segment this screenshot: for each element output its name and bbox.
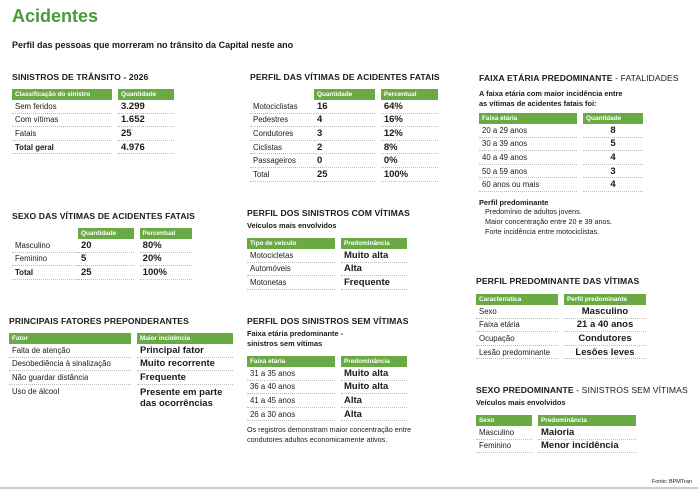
- row-quantity: 20: [78, 239, 134, 253]
- table-row-total: [250, 168, 438, 182]
- row-quantity: 4: [314, 114, 375, 128]
- perfil-vitimas-table: [476, 294, 646, 359]
- row-label: 31 a 35 anos: [247, 367, 335, 381]
- row-label: Motociclistas: [250, 100, 314, 114]
- table-row: [476, 346, 646, 360]
- row-percent: 0%: [381, 154, 438, 168]
- row-percent: 16%: [381, 114, 438, 128]
- row-value: Muito recorrente: [137, 358, 233, 372]
- table-row: [12, 114, 174, 128]
- row-quantity: 0: [314, 154, 375, 168]
- page-title: Acidentes: [12, 6, 99, 26]
- perfil-title: Perfil predominante: [479, 197, 549, 207]
- row-percent: 12%: [381, 127, 438, 141]
- row-value: Frequente: [137, 371, 233, 385]
- section-heading: PERFIL PREDOMINANTE DAS VÍTIMAS: [476, 276, 640, 286]
- section-note: Veículos mais envolvidos: [476, 398, 566, 407]
- row-quantity: 5: [78, 253, 134, 267]
- row-label: Com vítimas: [12, 114, 112, 128]
- table-row: [479, 165, 643, 179]
- section-note: A faixa etária com maior incidência entre as vítimas de acidentes fatais foi:: [479, 89, 623, 108]
- source-credit: Fonte: BPMTran: [651, 479, 692, 485]
- sexo-fatais-table: [12, 228, 192, 280]
- row-percent: 100%: [381, 168, 438, 182]
- row-value: Menor incidência: [538, 440, 636, 454]
- row-label: Ocupação: [476, 332, 558, 346]
- table-row: [250, 100, 438, 114]
- table-row: [12, 100, 174, 114]
- col-header: Quantidade: [314, 89, 375, 100]
- table-row: [479, 178, 643, 192]
- section-sexo-fatais: [12, 211, 195, 280]
- row-value: 4.976: [118, 141, 174, 155]
- row-value: Muito alta: [341, 249, 407, 263]
- col-header: Predominância: [341, 238, 407, 249]
- row-value: Principal fator: [137, 344, 233, 358]
- row-label: Motocicletas: [247, 249, 335, 263]
- perfil-lines: [479, 207, 679, 237]
- row-label: Pedestres: [250, 114, 314, 128]
- row-value: 4: [583, 151, 643, 165]
- row-percent: 64%: [381, 100, 438, 114]
- row-percent: 100%: [140, 266, 192, 280]
- section-heading: PERFIL DAS VÍTIMAS DE ACIDENTES FATAIS: [250, 72, 440, 82]
- table-row: [9, 385, 233, 409]
- row-value: Muito alta: [341, 381, 407, 395]
- perfil-line: Predomínio de adultos jovens.: [485, 206, 582, 216]
- row-value: Alta: [341, 408, 407, 422]
- row-label: Total geral: [12, 141, 112, 155]
- section-note: Faixa etária predominante - sinistros sem vítimas: [247, 329, 344, 348]
- row-label: Total: [12, 266, 78, 280]
- row-label: 60 anos ou mais: [479, 178, 577, 192]
- col-header: Tipo de veículo: [247, 238, 335, 249]
- row-label: 50 a 59 anos: [479, 165, 577, 179]
- section-perfil-com: [247, 208, 410, 290]
- row-label: 40 a 49 anos: [479, 151, 577, 165]
- perfil-sem-table: [247, 356, 407, 421]
- row-value: Alta: [341, 263, 407, 277]
- row-value: Maioria: [538, 426, 636, 440]
- row-value: Condutores: [564, 332, 646, 346]
- row-label: Sexo: [476, 305, 558, 319]
- section-heading: PERFIL DOS SINISTROS SEM VÍTIMAS: [247, 316, 409, 326]
- row-value: Presente em parte: [140, 386, 223, 398]
- row-value: Masculino: [564, 305, 646, 319]
- row-quantity: 25: [314, 168, 375, 182]
- section-sexo-sem: [476, 385, 688, 453]
- col-header: Percentual: [381, 89, 438, 100]
- row-percent: 80%: [140, 239, 192, 253]
- section-heading: SEXO DAS VÍTIMAS DE ACIDENTES FATAIS: [12, 211, 195, 221]
- table-row: [250, 141, 438, 155]
- table-row: [250, 154, 438, 168]
- col-header: Quantidade: [118, 89, 174, 100]
- table-row-total: [12, 141, 174, 155]
- table-row: [12, 239, 192, 253]
- table-row: [9, 344, 233, 358]
- table-row: [476, 426, 636, 440]
- col-header: Classificação do sinistro: [12, 89, 112, 100]
- section-perfil-vitimas: [476, 276, 646, 359]
- table-row: [250, 127, 438, 141]
- section-sinistros: [12, 72, 174, 154]
- row-label: Não guardar distância: [9, 371, 131, 385]
- table-row: [247, 263, 407, 277]
- col-header: Perfil predominante: [564, 294, 646, 305]
- row-label: Falta de atenção: [9, 344, 131, 358]
- row-label: 30 a 39 anos: [479, 138, 577, 152]
- fatores-table: [9, 333, 233, 409]
- table-row: [9, 358, 233, 372]
- section-heading: SINISTROS DE TRÂNSITO - 2026: [12, 72, 149, 82]
- row-percent: 20%: [140, 253, 192, 267]
- page-subtitle: Perfil das pessoas que morreram no trânsito da Capital neste ano: [12, 40, 294, 50]
- row-label: Condutores: [250, 127, 314, 141]
- row-value: 25: [118, 127, 174, 141]
- col-header: Fator: [9, 333, 131, 344]
- table-row: [476, 319, 646, 333]
- sexo-sem-table: [476, 415, 636, 453]
- col-header: Percentual: [140, 228, 192, 239]
- perfil-line: Maior concentração entre 20 e 39 anos.: [485, 216, 613, 226]
- row-value: 5: [583, 138, 643, 152]
- row-value: Frequente: [341, 276, 407, 290]
- perfil-line: Forte incidência entre motociclistas.: [485, 226, 600, 236]
- row-label: Fatais: [12, 127, 112, 141]
- row-label: Ciclistas: [250, 141, 314, 155]
- row-label: Desobediência à sinalização: [9, 358, 131, 372]
- table-row: [479, 138, 643, 152]
- row-quantity: 25: [78, 266, 134, 280]
- row-label: 41 a 45 anos: [247, 394, 335, 408]
- row-label: 26 a 30 anos: [247, 408, 335, 422]
- table-row: [250, 114, 438, 128]
- section-faixa: [479, 73, 679, 237]
- row-value: 8: [583, 124, 643, 138]
- row-value: 1.652: [118, 114, 174, 128]
- col-header: Predominância: [341, 356, 407, 367]
- section-note: Veículos mais envolvidos: [247, 221, 337, 230]
- row-quantity: 3: [314, 127, 375, 141]
- table-row: [12, 127, 174, 141]
- row-label: Total: [250, 168, 314, 182]
- col-header: Faixa etária: [479, 113, 577, 124]
- row-percent: 8%: [381, 141, 438, 155]
- row-label: 36 a 40 anos: [247, 381, 335, 395]
- table-row-total: [12, 266, 192, 280]
- table-row: [247, 408, 407, 422]
- table-row: [476, 440, 636, 454]
- row-value: 3.299: [118, 100, 174, 114]
- row-label: Sem feridos: [12, 100, 112, 114]
- perfil-fatais-table: [250, 89, 438, 182]
- row-label: Feminino: [476, 440, 532, 454]
- section-heading: PRINCIPAIS FATORES PREPONDERANTES: [9, 316, 189, 326]
- row-label: Masculino: [12, 239, 78, 253]
- table-row: [479, 124, 643, 138]
- row-label: Motonetas: [247, 276, 335, 290]
- col-header: Característica: [476, 294, 558, 305]
- row-value-cont: das ocorrências: [140, 397, 213, 409]
- section-fatores: [9, 316, 233, 409]
- table-row: [476, 332, 646, 346]
- col-header: Quantidade: [583, 113, 643, 124]
- row-label: Passageiros: [250, 154, 314, 168]
- col-header: Sexo: [476, 415, 532, 426]
- table-row: [247, 381, 407, 395]
- section-perfil-fatais: [250, 72, 440, 182]
- section-heading: SEXO PREDOMINANTE - SINISTROS SEM VÍTIMAS: [476, 385, 688, 395]
- section-heading: PERFIL DOS SINISTROS COM VÍTIMAS: [247, 208, 410, 218]
- table-row: [247, 394, 407, 408]
- table-row: [476, 305, 646, 319]
- row-value: Alta: [341, 394, 407, 408]
- row-value: 4: [583, 178, 643, 192]
- row-label: Masculino: [476, 426, 532, 440]
- row-value: 3: [583, 165, 643, 179]
- row-quantity: 16: [314, 100, 375, 114]
- col-header: Faixa etária: [247, 356, 335, 367]
- row-label: 20 a 29 anos: [479, 124, 577, 138]
- col-header: Maior incidência: [137, 333, 233, 344]
- col-header: Predominância: [538, 415, 636, 426]
- row-label: Feminino: [12, 253, 78, 267]
- row-quantity: 2: [314, 141, 375, 155]
- row-label: Lesão predominante: [476, 346, 558, 360]
- perfil-com-table: [247, 238, 407, 290]
- row-value: Lesões leves: [564, 346, 646, 360]
- row-label: Faixa etária: [476, 319, 558, 333]
- table-row: [9, 371, 233, 385]
- col-header: Quantidade: [78, 228, 134, 239]
- section-footnote: Os registros demonstram maior concentração entre condutores adultos economicamente ativos.: [247, 425, 412, 445]
- row-value: Muito alta: [341, 367, 407, 381]
- row-label: Automóveis: [247, 263, 335, 277]
- table-row: [12, 253, 192, 267]
- table-row: [247, 367, 407, 381]
- section-heading: FAIXA ETÁRIA PREDOMINANTE - FATALIDADES: [479, 73, 679, 83]
- table-row: [247, 249, 407, 263]
- sinistros-table: [12, 89, 174, 154]
- faixa-table: [479, 113, 643, 192]
- section-perfil-sem: [247, 316, 411, 445]
- row-value: 21 a 40 anos: [564, 319, 646, 333]
- row-label: Uso de álcool: [12, 386, 60, 396]
- table-row: [247, 276, 407, 290]
- table-row: [479, 151, 643, 165]
